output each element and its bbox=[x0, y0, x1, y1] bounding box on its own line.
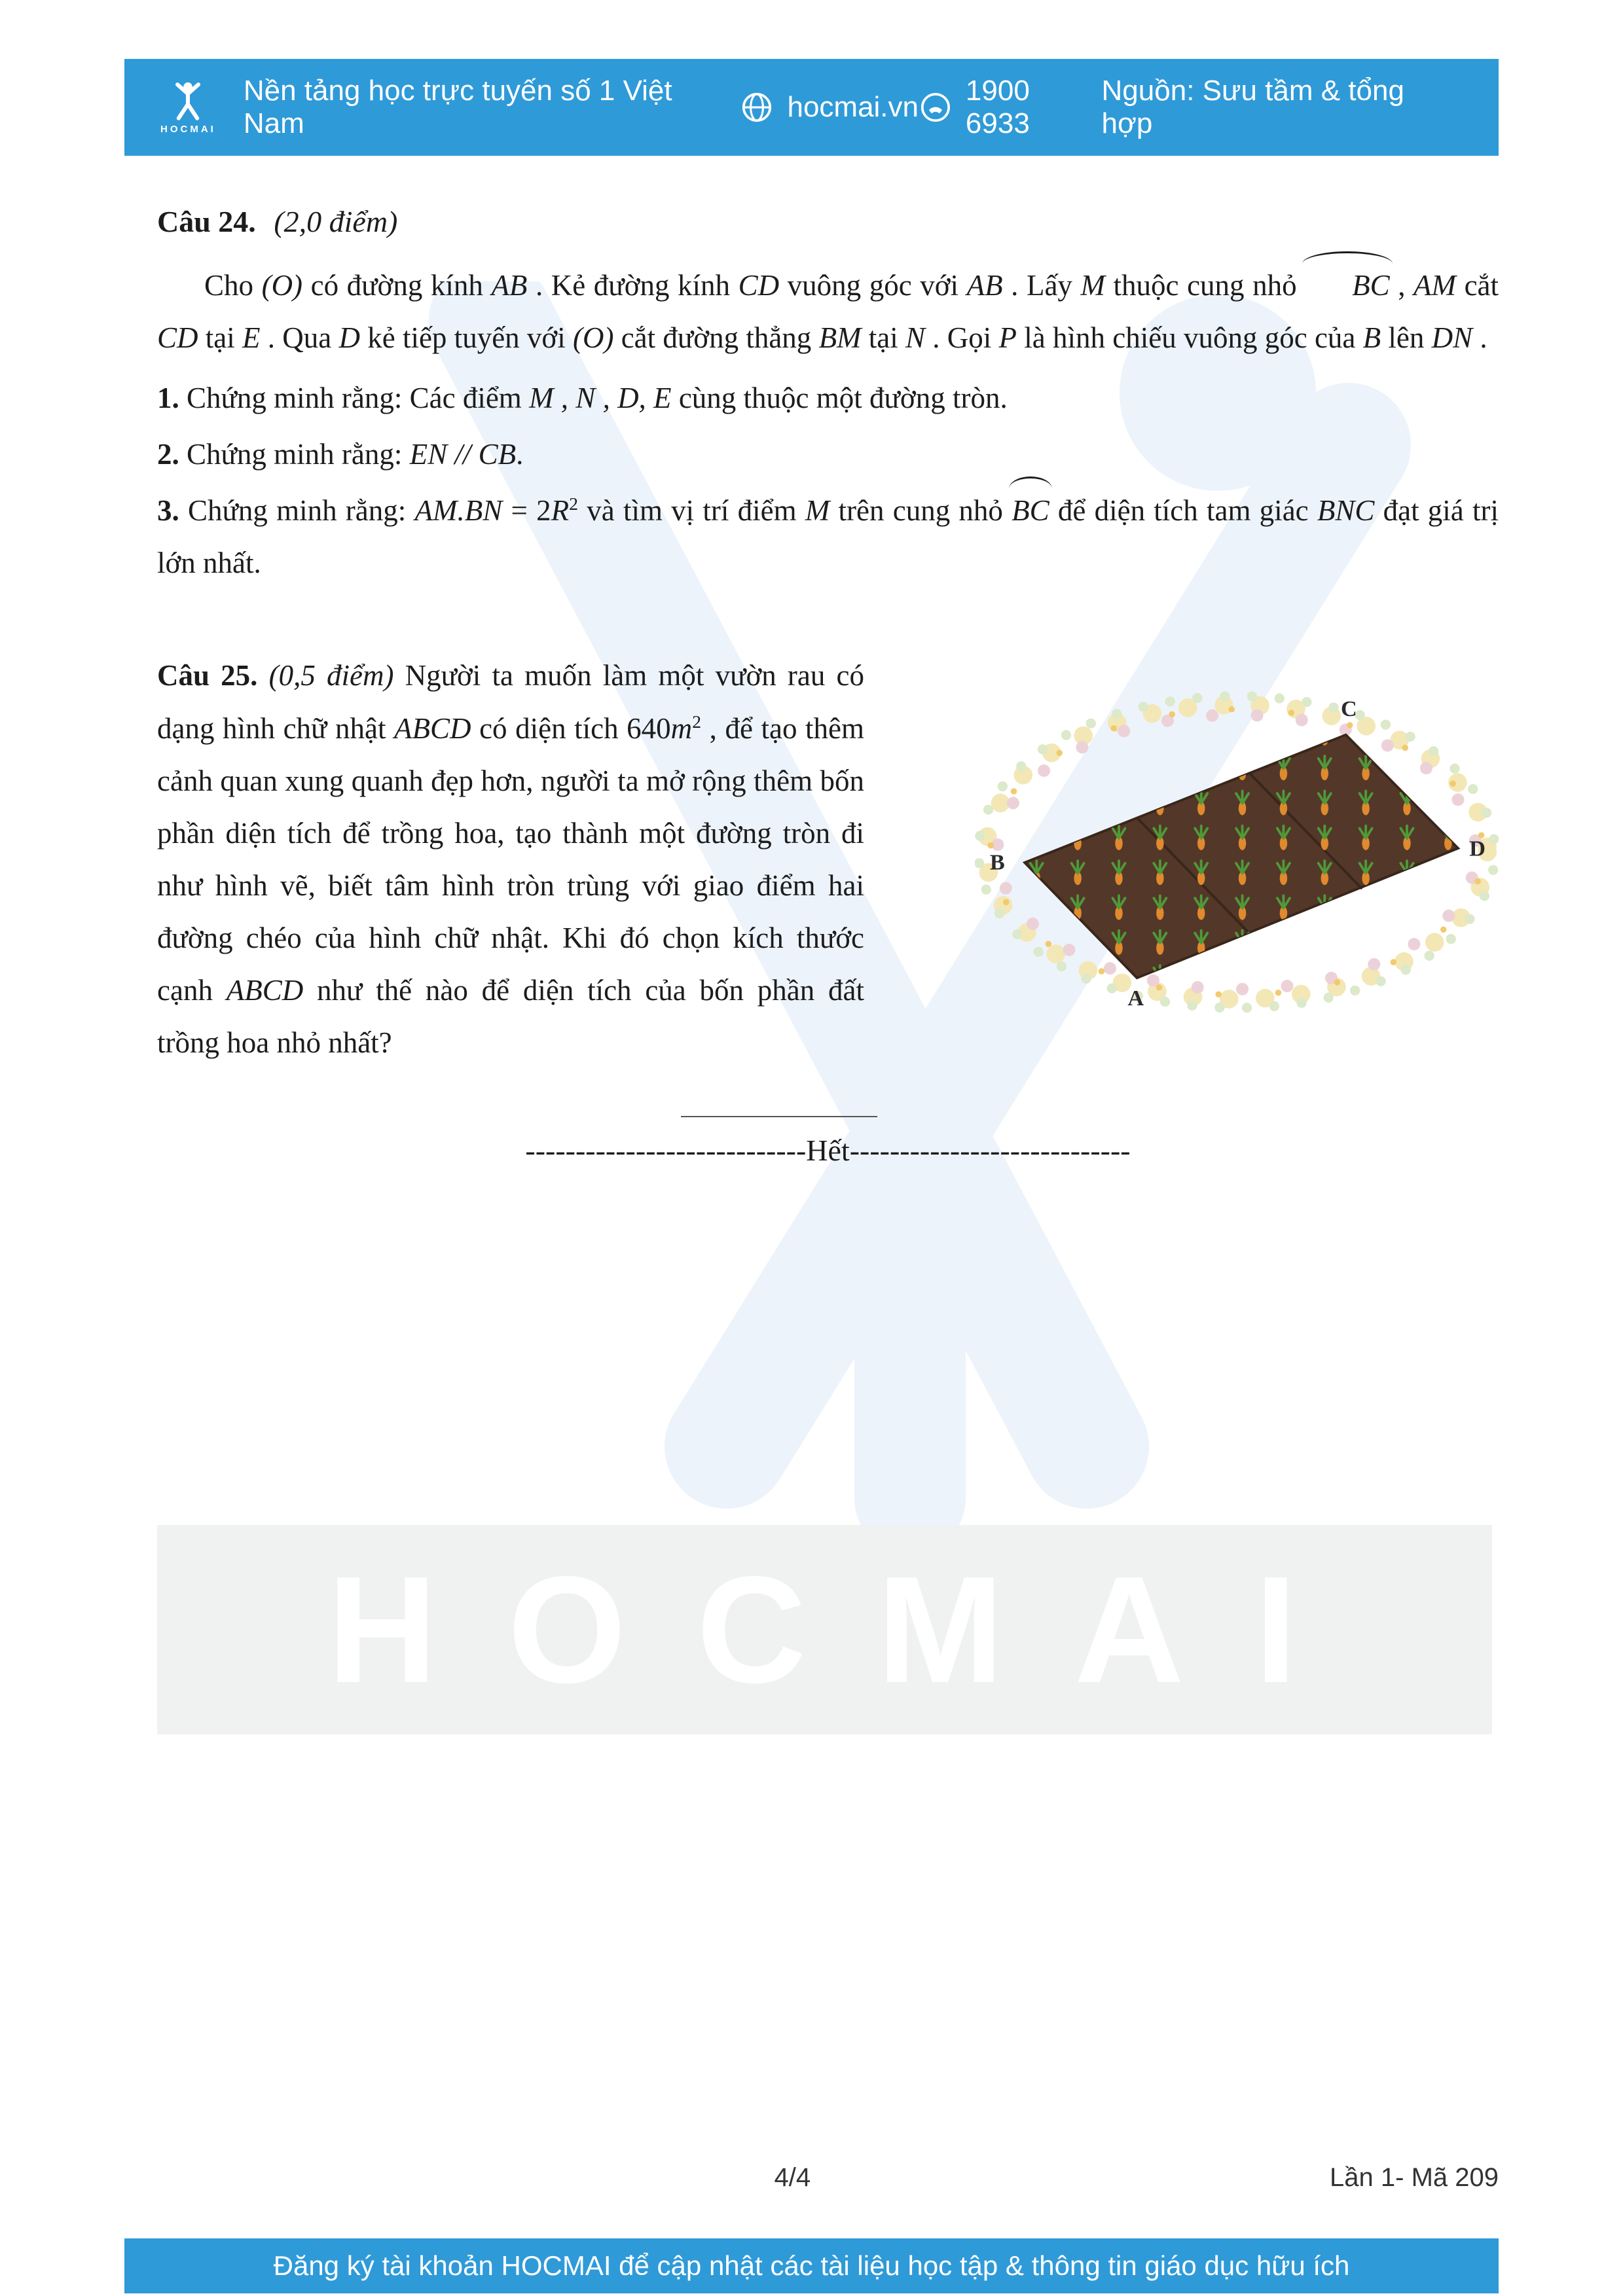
q25-text: Câu 25. (0,5 điểm) Người ta muốn làm một vườn rau có dạng hình chữ nhật ABCD có diện tích $640m^2$ , để tạo thêm cảnh quan xung quanh đẹp hơn, người ta mở rộng thêm bốn phần diện tích để trồng hoa, tạo thành một đường tròn đi như hình vẽ, biết tâm hình tròn trùng với giao điểm hai đường chéo của hình chữ nhật. Khi đó chọn kích thước cạnh ABCD như thế nào để diện tích của bốn phần đất trồng hoa nhỏ nhất? bbox=[157, 659, 865, 1060]
header-bar bbox=[124, 59, 1499, 156]
q24-item-2: 2. Chứng minh rằng: EN // CB. bbox=[157, 438, 524, 471]
end-text: ----------------------------Hết---------------------------- bbox=[525, 1134, 1131, 1168]
header-tagline: Nền tảng học trực tuyến số 1 Việt Nam bbox=[243, 75, 672, 139]
watermark-text: HOCMAI bbox=[327, 1545, 1368, 1715]
corner-label-d: D bbox=[1469, 836, 1486, 861]
phone-number: 1900 6933 bbox=[965, 75, 1030, 139]
q24-label: Câu 24. bbox=[157, 205, 256, 238]
garden-figure bbox=[975, 679, 1499, 1069]
footer-banner-bar bbox=[124, 2238, 1499, 2293]
document-content bbox=[157, 195, 1499, 1177]
corner-label-b: B bbox=[989, 850, 1005, 875]
q24-intro: Cho (O) có đường kính AB . Kẻ đường kính CD vuông góc với AB . Lấy M thuộc cung nhỏ BC , AM cắt CD tại E . Qua D kẻ tiếp tuyến với (O) cắt đường thẳng BM tại N . Gọi P là hình chiếu vuông góc của B lên DN . bbox=[157, 259, 1499, 364]
source-text: Nguồn: Sưu tầm & tổng hợp bbox=[1101, 75, 1404, 139]
garden-illustration bbox=[975, 679, 1499, 1015]
globe-icon bbox=[740, 90, 774, 124]
corner-label-a: A bbox=[1127, 986, 1144, 1011]
signature-line bbox=[681, 1116, 877, 1117]
watermark-band bbox=[157, 1525, 1492, 1734]
brand-wordmark: HOCMAI bbox=[160, 124, 216, 135]
brand-logo bbox=[160, 80, 216, 135]
page-info-row bbox=[157, 2163, 1499, 2202]
page-number: 4/4 bbox=[774, 2163, 811, 2192]
phone-group bbox=[919, 75, 1102, 140]
end-separator bbox=[157, 1116, 1499, 1177]
logo-person-icon bbox=[164, 80, 212, 122]
q24-item-1: 1. Chứng minh rằng: Các điểm M , N , D, E cùng thuộc một đường tròn. bbox=[157, 382, 1008, 415]
q24-points: (2,0 điểm) bbox=[274, 205, 398, 238]
website-text: hocmai.vn bbox=[787, 91, 919, 123]
q24-item-3: 3. Chứng minh rằng: $AM.BN = 2R^2$ và tìm vị trí điểm M trên cung nhỏ BC để diện tích tam giác BNC đạt giá trị lớn nhất. bbox=[157, 484, 1499, 589]
corner-label-c: C bbox=[1341, 696, 1357, 722]
question-25 bbox=[157, 649, 1499, 1069]
garden-bed bbox=[1025, 735, 1458, 978]
phone-icon bbox=[919, 90, 953, 124]
q24-heading bbox=[157, 195, 1499, 249]
exam-code: Lần 1- Mã 209 bbox=[1330, 2163, 1499, 2192]
website-group bbox=[740, 90, 919, 124]
footer-banner-text: Đăng ký tài khoản HOCMAI để cập nhật các tài liệu học tập & thông tin giáo dục hữu ích bbox=[273, 2250, 1350, 2281]
